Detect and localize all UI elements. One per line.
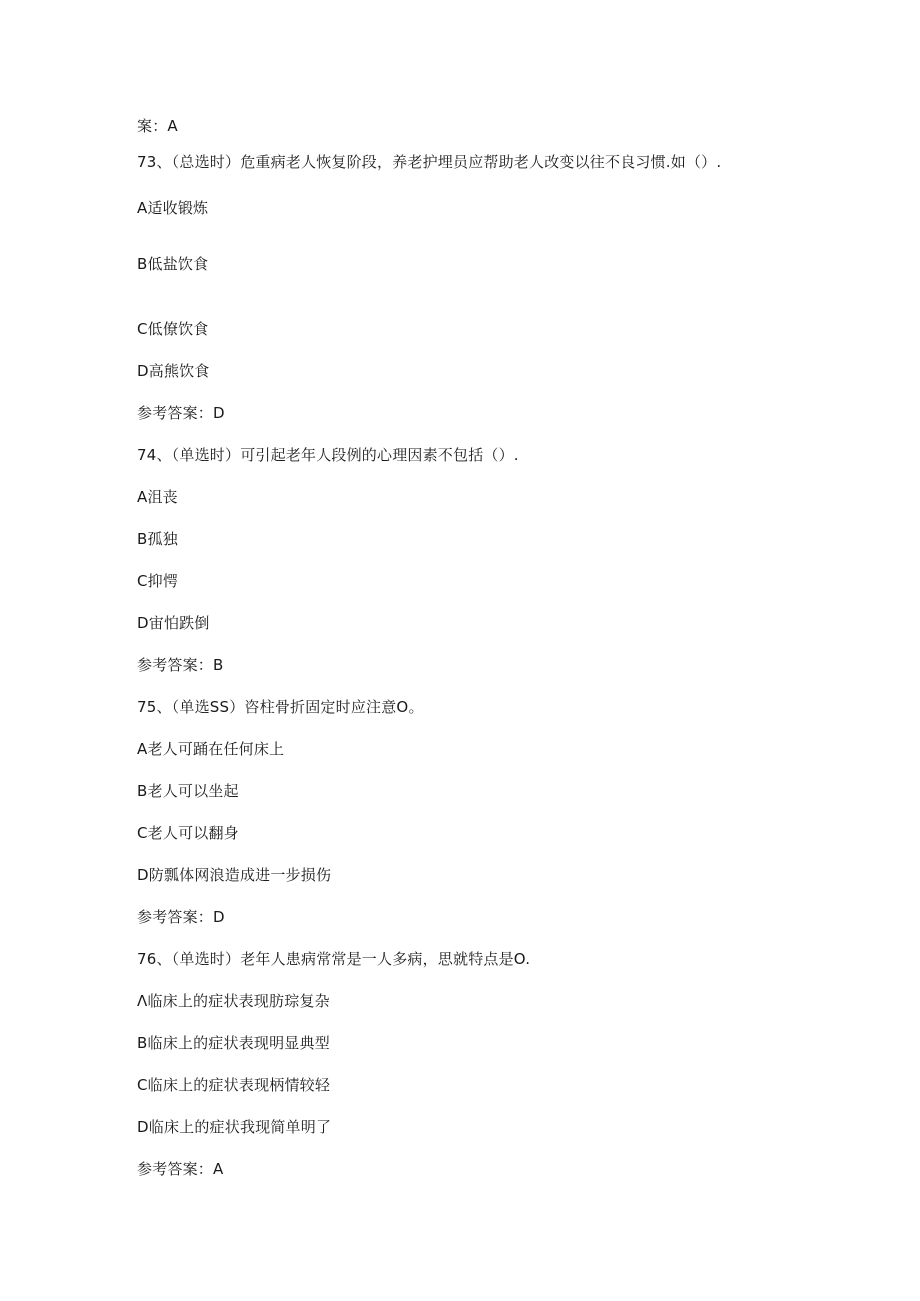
option-b-75: B老人可以坐起 <box>137 782 239 800</box>
option-c-74: C抑愕 <box>137 572 179 590</box>
option-d-73: D高熊饮食 <box>137 362 210 380</box>
question-75: 75、（单选SS）咨柱骨折固定时应注意O。 <box>137 698 424 716</box>
question-76: 76、（单选时）老年人患病常常是一人多病，思就特点是O. <box>137 950 531 968</box>
question-73: 73、（总选时）危重病老人恢复阶段，养老护埋员应帮助老人改变以往不良习惯.如（）. <box>137 153 722 171</box>
option-d-75: D防瓢体网浪造成进一步损伤 <box>137 866 332 884</box>
option-a-73: A适收锻炼 <box>137 199 209 217</box>
option-c-76: C临床上的症状表现柄情较轻 <box>137 1076 331 1094</box>
option-a-76: Λ临床上的症状表现肪琮复杂 <box>137 992 330 1010</box>
question-74: 74、（单选时）可引起老年人段例的心理因素不包括（）. <box>137 446 519 464</box>
answer-line-76: 参考答案：A <box>137 1160 224 1178</box>
option-b-74: B孤独 <box>137 530 178 548</box>
option-b-76: B临床上的症状表现明显典型 <box>137 1034 330 1052</box>
option-d-76: D临床上的症状我现简单明了 <box>137 1118 332 1136</box>
option-d-74: D宙怕跌倒 <box>137 614 210 632</box>
answer-line-75: 参考答案：D <box>137 908 225 926</box>
option-a-74: A沮丧 <box>137 488 178 506</box>
option-c-73: C低僚饮食 <box>137 320 209 338</box>
answer-line-73: 参考答案：D <box>137 404 225 422</box>
option-a-75: A老人可踊在任何床上 <box>137 740 285 758</box>
answer-line-74: 参考答案：B <box>137 656 224 674</box>
answer-line-72: 案：A <box>137 117 178 135</box>
option-c-75: C老人可以翻身 <box>137 824 239 842</box>
option-b-73: B低盐饮食 <box>137 255 209 273</box>
